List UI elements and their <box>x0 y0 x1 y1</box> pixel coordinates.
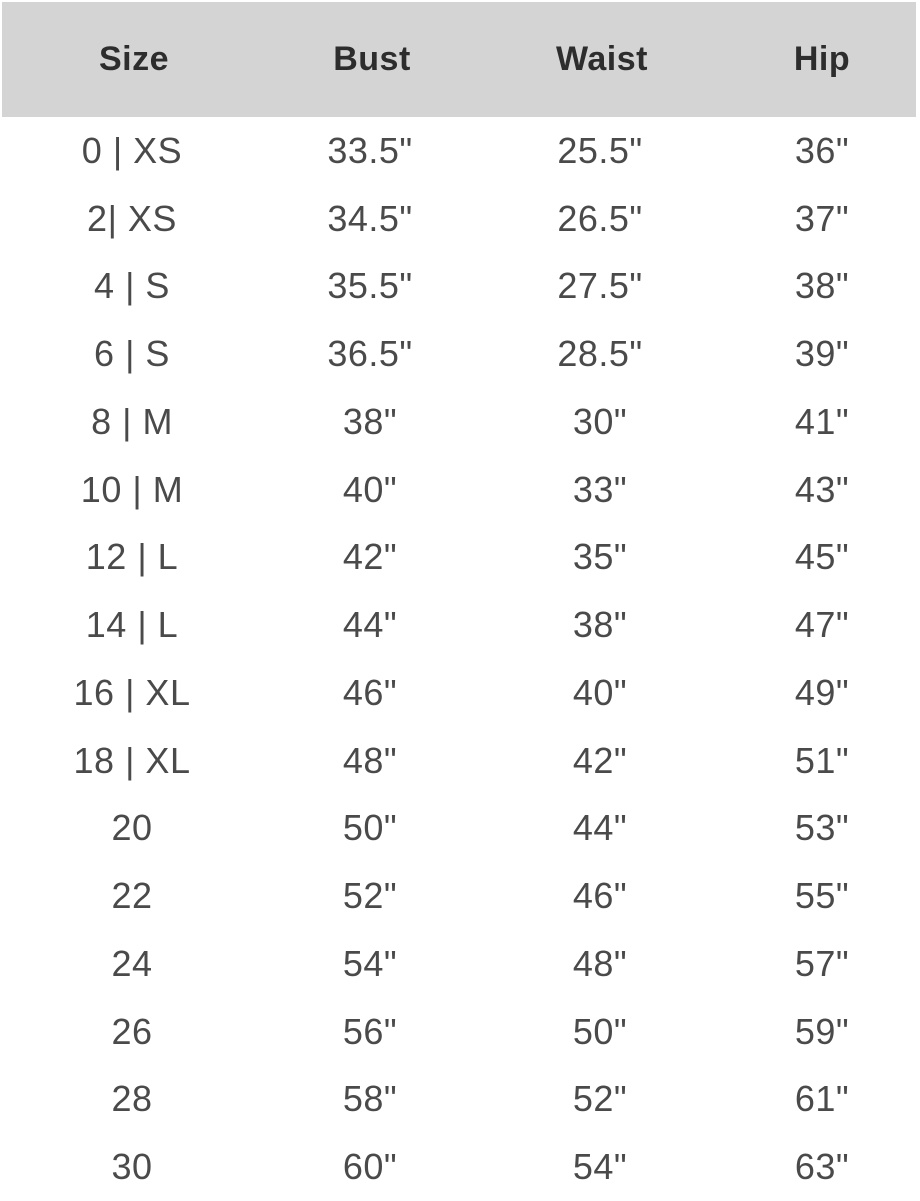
table-row <box>0 795 920 863</box>
cell-bust: 46" <box>342 671 398 713</box>
cell-hip: 55" <box>794 875 850 917</box>
table-row <box>0 591 920 659</box>
cell-size: 2| XS <box>87 197 177 239</box>
cell-size: 20 <box>111 807 153 849</box>
table-row <box>0 659 920 727</box>
column-header-waist: Waist <box>556 40 648 78</box>
cell-bust: 38" <box>342 400 398 442</box>
cell-waist: 33" <box>572 468 628 510</box>
cell-size: 28 <box>111 1078 153 1120</box>
cell-hip: 59" <box>794 1010 850 1052</box>
cell-waist: 35" <box>572 536 628 578</box>
cell-waist: 26.5" <box>557 197 643 239</box>
table-row <box>0 524 920 592</box>
cell-size: 26 <box>111 1010 153 1052</box>
cell-size: 24 <box>111 942 153 984</box>
cell-size: 8 | M <box>91 400 173 442</box>
cell-hip: 53" <box>794 807 850 849</box>
cell-size: 4 | S <box>94 265 170 307</box>
cell-waist: 46" <box>572 875 628 917</box>
cell-size: 10 | M <box>80 468 184 510</box>
cell-hip: 51" <box>794 739 850 781</box>
cell-bust: 33.5" <box>327 129 413 171</box>
cell-bust: 40" <box>342 468 398 510</box>
cell-hip: 41" <box>794 400 850 442</box>
table-header-row <box>2 2 916 117</box>
table-body <box>0 117 920 1201</box>
column-header-hip: Hip <box>793 40 851 78</box>
cell-hip: 43" <box>794 468 850 510</box>
cell-hip: 38" <box>794 265 850 307</box>
cell-waist: 52" <box>572 1078 628 1120</box>
cell-hip: 36" <box>794 129 850 171</box>
table-row <box>0 388 920 456</box>
cell-bust: 48" <box>342 739 398 781</box>
cell-waist: 38" <box>572 604 628 646</box>
cell-size: 14 | L <box>85 604 179 646</box>
cell-hip: 39" <box>794 333 850 375</box>
table-row <box>0 1066 920 1134</box>
column-header-bust: Bust <box>333 40 411 78</box>
cell-bust: 44" <box>342 604 398 646</box>
table-row <box>0 862 920 930</box>
cell-bust: 54" <box>342 942 398 984</box>
cell-size: 18 | XL <box>73 739 191 781</box>
table-row <box>0 1133 920 1201</box>
cell-bust: 42" <box>342 536 398 578</box>
column-header-size: Size <box>98 40 170 78</box>
cell-waist: 48" <box>572 942 628 984</box>
cell-bust: 50" <box>342 807 398 849</box>
cell-hip: 63" <box>794 1146 850 1188</box>
cell-waist: 25.5" <box>557 129 643 171</box>
table-row <box>0 998 920 1066</box>
cell-bust: 52" <box>342 875 398 917</box>
cell-waist: 42" <box>572 739 628 781</box>
table-row <box>0 456 920 524</box>
cell-waist: 54" <box>572 1146 628 1188</box>
cell-waist: 40" <box>572 671 628 713</box>
cell-bust: 58" <box>342 1078 398 1120</box>
cell-hip: 57" <box>794 942 850 984</box>
table-row <box>0 253 920 321</box>
cell-waist: 27.5" <box>557 265 643 307</box>
cell-bust: 60" <box>342 1146 398 1188</box>
cell-size: 16 | XL <box>73 671 191 713</box>
cell-bust: 56" <box>342 1010 398 1052</box>
cell-size: 12 | L <box>85 536 179 578</box>
cell-size: 0 | XS <box>81 129 183 171</box>
cell-waist: 28.5" <box>557 333 643 375</box>
cell-bust: 35.5" <box>327 265 413 307</box>
cell-hip: 61" <box>794 1078 850 1120</box>
cell-waist: 50" <box>572 1010 628 1052</box>
cell-hip: 37" <box>794 197 850 239</box>
cell-size: 30 <box>111 1146 153 1188</box>
table-row <box>0 117 920 185</box>
cell-waist: 30" <box>572 400 628 442</box>
cell-bust: 36.5" <box>327 333 413 375</box>
cell-size: 6 | S <box>94 333 170 375</box>
cell-size: 22 <box>111 875 153 917</box>
cell-waist: 44" <box>572 807 628 849</box>
cell-hip: 45" <box>794 536 850 578</box>
table-row <box>0 930 920 998</box>
table-row <box>0 727 920 795</box>
cell-hip: 47" <box>794 604 850 646</box>
cell-hip: 49" <box>794 671 850 713</box>
cell-bust: 34.5" <box>327 197 413 239</box>
table-row <box>0 320 920 388</box>
table-row <box>0 185 920 253</box>
